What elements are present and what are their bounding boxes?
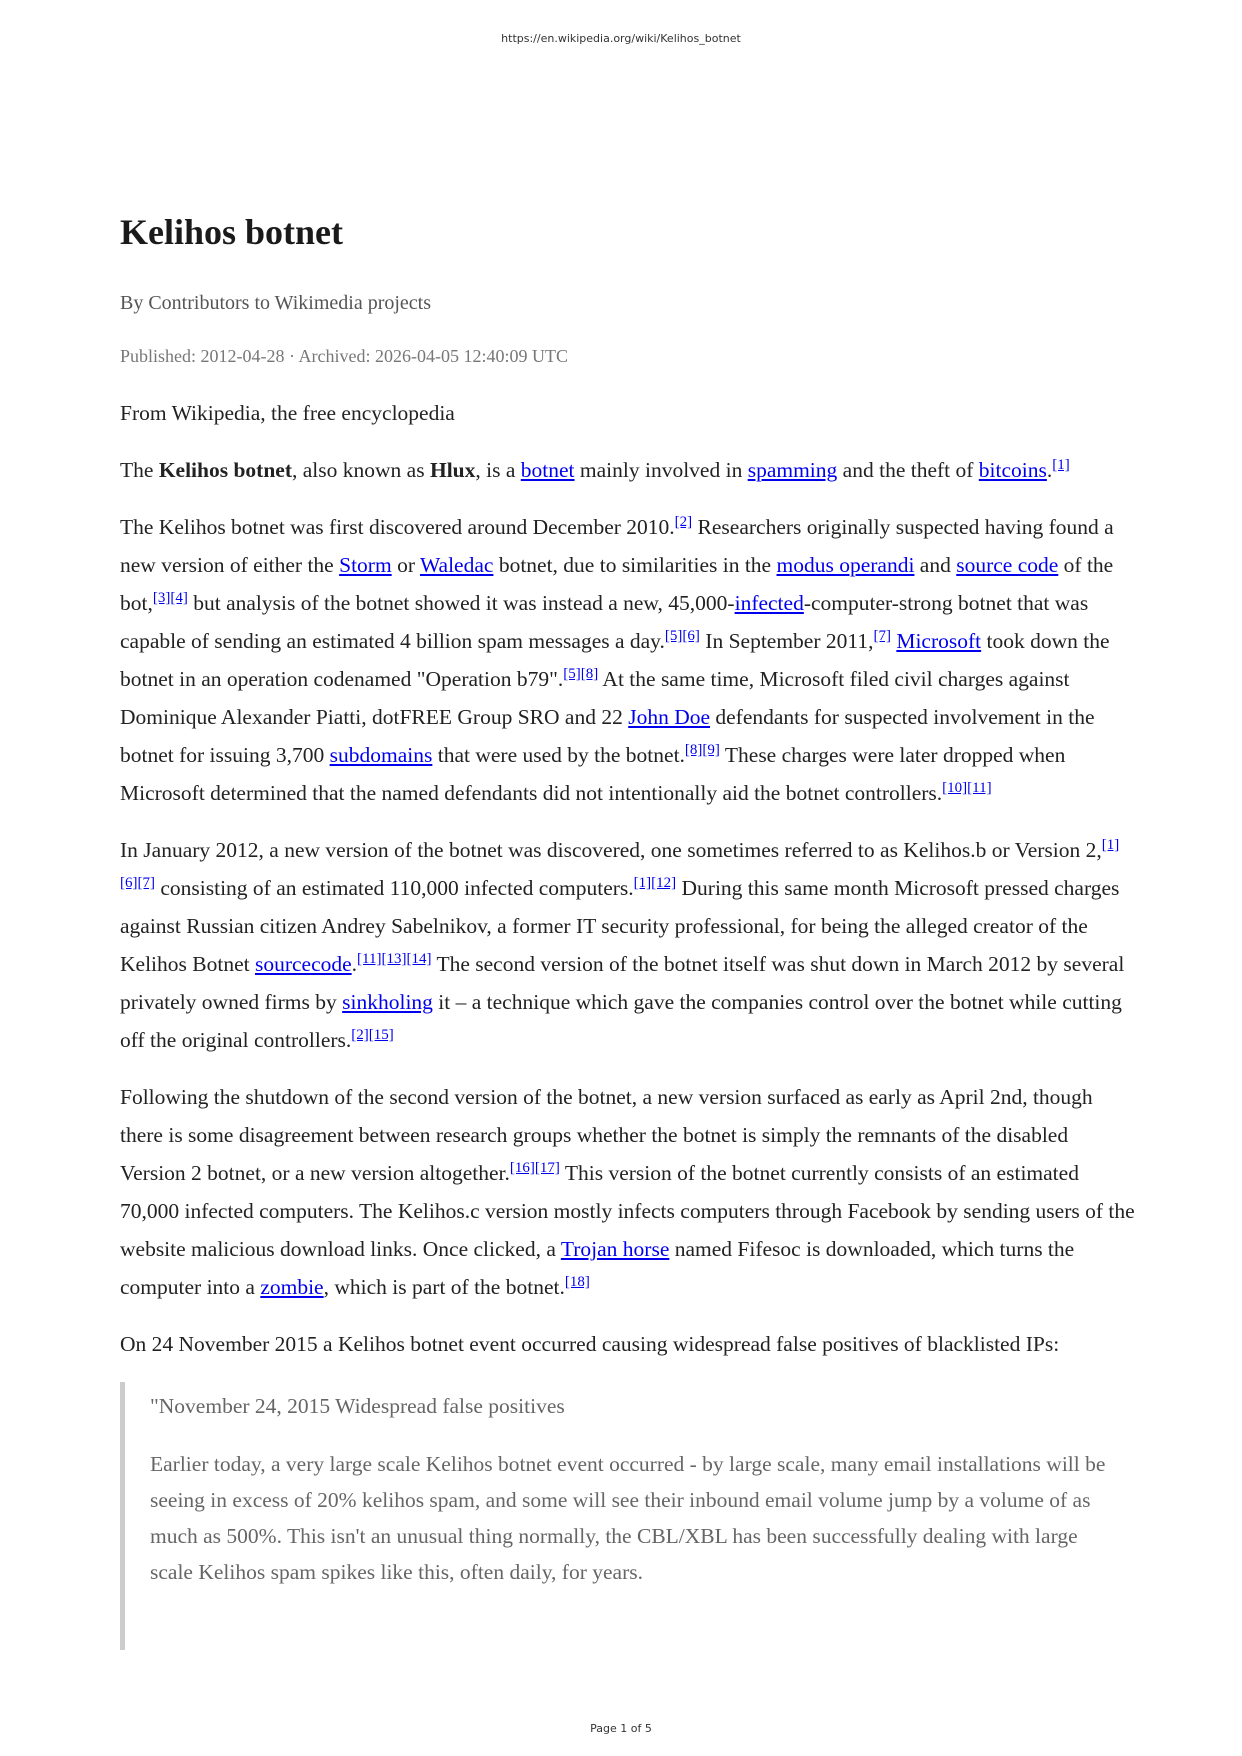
wiki-link[interactable]: Storm — [339, 553, 392, 577]
wiki-link[interactable]: spamming — [747, 458, 838, 482]
text-run: or — [391, 553, 420, 577]
text-run: but analysis of the botnet showed it was instead a new, 45,000- — [187, 591, 735, 615]
text-run: These charges were later dropped when Microsoft determined that the named defendants did not intentionally aid the botnet controllers. — [120, 743, 1066, 805]
page-title: Kelihos botnet — [120, 212, 344, 252]
citation-link[interactable]: [11][13][14] — [357, 951, 432, 967]
text-run: and the theft of — [837, 458, 979, 482]
text-run: , is a — [475, 458, 521, 482]
wiki-link[interactable]: Trojan horse — [560, 1237, 670, 1261]
author-line: By Contributors to Wikimedia projects — [120, 292, 432, 314]
citation-link[interactable]: [3][4] — [152, 590, 188, 606]
text-run: of the bot, — [120, 553, 1114, 615]
text-run: The — [120, 458, 159, 482]
citation — [675, 514, 693, 530]
text-run: Following the shutdown of the second version of the botnet, a new version surfaced as early as April 2nd, though there is some disagreement between research groups whether the botnet is simply the remnants of the disabled Version 2 botnet, or a new version altogether. — [120, 1085, 1093, 1185]
wiki-link[interactable]: sourcecode — [254, 952, 352, 976]
text-run: In September 2011, — [699, 629, 874, 653]
citation — [351, 1027, 393, 1043]
text-run: . — [351, 952, 358, 976]
paragraph — [120, 508, 1136, 812]
citation-link[interactable]: [7] — [873, 628, 891, 644]
citation-link[interactable]: [8][9] — [684, 742, 720, 758]
wiki-link[interactable]: Waledac — [419, 553, 494, 577]
text-run: consisting of an estimated 110,000 infected computers. — [154, 876, 634, 900]
citation-link[interactable]: [2] — [674, 514, 693, 530]
quote-body: Earlier today, a very large scale Kelihos botnet event occurred - by large scale, many email installations will be seeing in excess of 20% kelihos spam, and some will see their inbound email volume jump by a volume of as much as 500%. This isn't an unusual thing normally, the CBL/XBL has been successfully dealing with large scale Kelihos spam spikes like this, often daily, for years. — [150, 1452, 1106, 1584]
quote-heading: "November 24, 2015 Widespread false positives — [150, 1394, 565, 1418]
citation — [357, 951, 431, 967]
publish-info: Published: 2012-04-28 · Archived: 2026-04-05 12:40:09 UTC — [120, 346, 568, 366]
text-run: , which is part of the botnet. — [323, 1275, 565, 1299]
citation-link[interactable]: [10][11] — [942, 780, 992, 796]
article — [120, 210, 1136, 1650]
citation — [634, 875, 676, 891]
wiki-link[interactable]: botnet — [520, 458, 575, 482]
intro-line: From Wikipedia, the free encyclopedia — [120, 401, 455, 425]
wiki-link[interactable]: infected — [734, 591, 804, 615]
text-run: This version of the botnet currently consists of an estimated 70,000 infected computers. The Kelihos.c version mostly infects computers through Facebook by sending users of the website malicious download links. Once clicked, a — [120, 1161, 1135, 1261]
paragraph — [120, 1325, 1136, 1363]
text-run: The Kelihos botnet was first discovered around December 2010. — [120, 515, 675, 539]
citation — [873, 628, 891, 644]
text-run: During this same month Microsoft pressed charges against Russian citizen Andrey Sabelnikov, a former IT security professional, for being the alleged creator of the Kelihos Botnet — [120, 876, 1120, 976]
wiki-link[interactable]: zombie — [260, 1275, 324, 1299]
citation-link[interactable]: [18] — [564, 1274, 590, 1290]
text-run: named Fifesoc is downloaded, which turns the computer into a — [120, 1237, 1075, 1299]
text-run: At the same time, Microsoft filed civil charges against Dominique Alexander Piatti, dotFREE Group SRO and 22 — [120, 667, 1070, 729]
text-run: , also known as — [292, 458, 430, 482]
text-run: took down the botnet in an operation codenamed "Operation b79". — [120, 629, 1110, 691]
article-body — [120, 451, 1136, 1363]
bold-term: Kelihos botnet — [158, 458, 293, 482]
citation-link[interactable]: [16][17] — [509, 1160, 560, 1176]
text-run: -computer-strong botnet that was capable of sending an estimated 4 billion spam messages a day. — [120, 591, 1089, 653]
text-run: Researchers originally suspected having found a new version of either the — [120, 515, 1114, 577]
citation-link[interactable]: [2][15] — [351, 1027, 394, 1043]
wiki-link[interactable]: Microsoft — [896, 629, 982, 653]
citation — [565, 1274, 590, 1290]
citation-link[interactable]: [1] — [1052, 457, 1070, 473]
citation-link[interactable]: [5][6] — [664, 628, 700, 644]
text-run: The second version of the botnet itself was shut down in March 2012 by several privately owned firms by — [120, 952, 1125, 1014]
citation — [1052, 457, 1070, 473]
citation — [665, 628, 700, 644]
page-url: https://en.wikipedia.org/wiki/Kelihos_botnet — [501, 32, 741, 45]
citation-link[interactable]: [5][8] — [563, 666, 599, 682]
wiki-link[interactable]: modus operandi — [776, 553, 915, 577]
blockquote — [120, 1382, 1136, 1650]
wiki-link[interactable]: John Doe — [628, 705, 711, 729]
paragraph — [120, 451, 1136, 489]
citation — [563, 666, 598, 682]
citation — [942, 780, 991, 796]
text-run: and — [914, 553, 957, 577]
text-run: that were used by the botnet. — [432, 743, 685, 767]
text-run: it – a technique which gave the companies control over the botnet while cutting off the original controllers. — [120, 990, 1122, 1052]
citation — [153, 590, 188, 606]
wiki-link[interactable]: subdomains — [329, 743, 433, 767]
citation-link[interactable]: [1][6][7] — [120, 837, 1120, 891]
bold-term: Hlux — [429, 458, 476, 482]
text-run: On 24 November 2015 a Kelihos botnet event occurred causing widespread false positives of blacklisted IPs: — [120, 1332, 1060, 1356]
text-run: botnet, due to similarities in the — [493, 553, 777, 577]
text-run: In January 2012, a new version of the botnet was discovered, one sometimes referred to as Kelihos.b or Version 2, — [120, 838, 1102, 862]
page-number: Page 1 of 5 — [590, 1722, 652, 1735]
text-run: mainly involved in — [574, 458, 748, 482]
paragraph — [120, 1078, 1136, 1306]
citation — [510, 1160, 560, 1176]
wiki-link[interactable]: bitcoins — [978, 458, 1047, 482]
text-run: . — [1046, 458, 1053, 482]
wiki-link[interactable]: source code — [956, 553, 1059, 577]
paragraph — [120, 831, 1136, 1059]
wiki-link[interactable]: sinkholing — [342, 990, 433, 1014]
citation-link[interactable]: [1][12] — [633, 875, 677, 891]
citation — [685, 742, 720, 758]
text-run: defendants for suspected involvement in the botnet for issuing 3,700 — [120, 705, 1095, 767]
